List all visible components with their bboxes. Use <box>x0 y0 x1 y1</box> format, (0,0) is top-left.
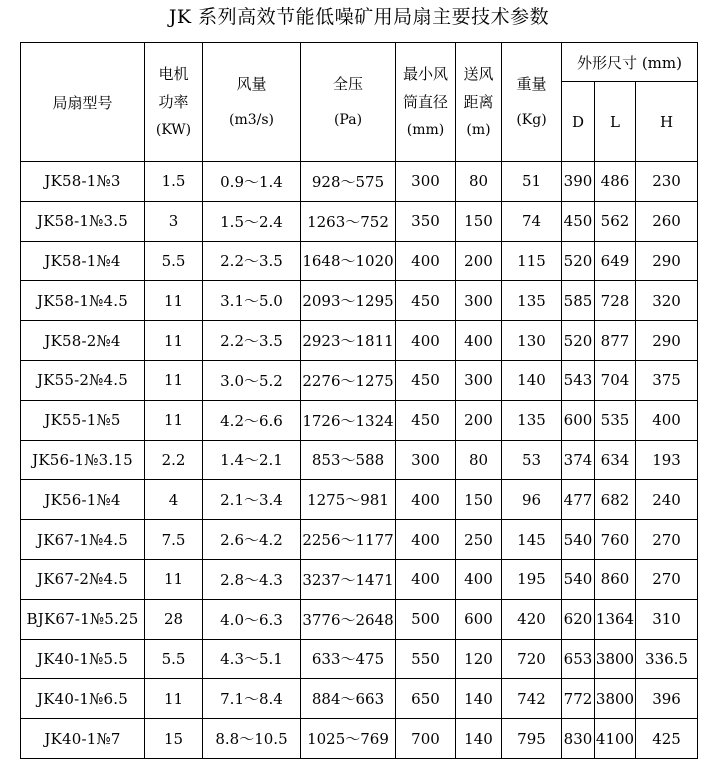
header-dim-l: L <box>595 82 636 162</box>
cell-d: 520 <box>562 321 595 361</box>
cell-model: JK55-1№5 <box>21 400 145 440</box>
cell-distance: 400 <box>456 321 502 361</box>
cell-airflow: 3.1～5.0 <box>203 281 301 321</box>
table-row <box>21 400 698 440</box>
cell-d: 830 <box>562 719 595 759</box>
cell-d: 543 <box>562 360 595 400</box>
table-row <box>21 480 698 520</box>
cell-distance: 140 <box>456 719 502 759</box>
cell-pressure: 853～588 <box>301 440 396 480</box>
cell-pressure: 1263～752 <box>301 201 396 241</box>
cell-l: 486 <box>595 162 636 202</box>
cell-l: 535 <box>595 400 636 440</box>
cell-model: JK55-2№4.5 <box>21 360 145 400</box>
cell-airflow: 2.6～4.2 <box>203 520 301 560</box>
cell-airflow: 1.5～2.4 <box>203 201 301 241</box>
cell-d: 540 <box>562 559 595 599</box>
cell-d: 390 <box>562 162 595 202</box>
cell-power: 5.5 <box>145 241 203 281</box>
cell-h: 270 <box>636 520 698 560</box>
cell-d: 520 <box>562 241 595 281</box>
cell-duct: 400 <box>396 241 456 281</box>
cell-l: 649 <box>595 241 636 281</box>
cell-airflow: 2.1～3.4 <box>203 480 301 520</box>
header-distance: 送风 距离 (m) <box>456 43 502 162</box>
cell-h: 290 <box>636 321 698 361</box>
cell-power: 11 <box>145 360 203 400</box>
cell-duct: 650 <box>396 679 456 719</box>
cell-l: 704 <box>595 360 636 400</box>
table-row <box>21 201 698 241</box>
table-row <box>21 360 698 400</box>
cell-power: 11 <box>145 281 203 321</box>
cell-duct: 400 <box>396 559 456 599</box>
cell-model: JK58-2№4 <box>21 321 145 361</box>
cell-distance: 300 <box>456 281 502 321</box>
cell-distance: 80 <box>456 162 502 202</box>
cell-h: 240 <box>636 480 698 520</box>
cell-d: 374 <box>562 440 595 480</box>
cell-power: 2.2 <box>145 440 203 480</box>
page-title: JK 系列高效节能低噪矿用局扇主要技术参数 <box>168 6 550 28</box>
cell-duct: 400 <box>396 321 456 361</box>
cell-pressure: 1275～981 <box>301 480 396 520</box>
cell-airflow: 0.9～1.4 <box>203 162 301 202</box>
cell-power: 11 <box>145 400 203 440</box>
cell-distance: 150 <box>456 480 502 520</box>
cell-h: 336.5 <box>636 639 698 679</box>
cell-weight: 74 <box>502 201 562 241</box>
cell-model: JK40-1№7 <box>21 719 145 759</box>
cell-model: JK67-1№4.5 <box>21 520 145 560</box>
header-duct: 最小风 筒直径 (mm) <box>396 43 456 162</box>
cell-model: JK58-1№4.5 <box>21 281 145 321</box>
cell-duct: 500 <box>396 599 456 639</box>
cell-airflow: 2.8～4.3 <box>203 559 301 599</box>
cell-weight: 130 <box>502 321 562 361</box>
table-row <box>21 719 698 759</box>
cell-h: 400 <box>636 400 698 440</box>
cell-model: JK58-1№4 <box>21 241 145 281</box>
cell-l: 728 <box>595 281 636 321</box>
cell-d: 600 <box>562 400 595 440</box>
cell-weight: 115 <box>502 241 562 281</box>
cell-model: JK40-1№6.5 <box>21 679 145 719</box>
cell-power: 5.5 <box>145 639 203 679</box>
cell-duct: 450 <box>396 400 456 440</box>
cell-airflow: 4.2～6.6 <box>203 400 301 440</box>
cell-airflow: 2.2～3.5 <box>203 241 301 281</box>
cell-weight: 195 <box>502 559 562 599</box>
header-weight: 重量 (Kg) <box>502 43 562 162</box>
cell-duct: 350 <box>396 201 456 241</box>
cell-pressure: 2923～1811 <box>301 321 396 361</box>
cell-l: 562 <box>595 201 636 241</box>
cell-l: 3800 <box>595 639 636 679</box>
spec-table <box>20 42 698 759</box>
cell-power: 4 <box>145 480 203 520</box>
table-header <box>21 43 698 162</box>
cell-power: 11 <box>145 321 203 361</box>
cell-weight: 135 <box>502 281 562 321</box>
cell-d: 450 <box>562 201 595 241</box>
cell-h: 193 <box>636 440 698 480</box>
cell-weight: 140 <box>502 360 562 400</box>
cell-h: 270 <box>636 559 698 599</box>
cell-power: 28 <box>145 599 203 639</box>
cell-d: 653 <box>562 639 595 679</box>
table-row <box>21 162 698 202</box>
cell-distance: 120 <box>456 639 502 679</box>
cell-weight: 51 <box>502 162 562 202</box>
cell-d: 772 <box>562 679 595 719</box>
cell-d: 540 <box>562 520 595 560</box>
header-model: 局扇型号 <box>21 43 145 162</box>
cell-power: 15 <box>145 719 203 759</box>
cell-pressure: 1648～1020 <box>301 241 396 281</box>
cell-weight: 145 <box>502 520 562 560</box>
cell-distance: 200 <box>456 400 502 440</box>
table-row <box>21 639 698 679</box>
cell-distance: 400 <box>456 559 502 599</box>
cell-pressure: 1726～1324 <box>301 400 396 440</box>
cell-l: 3800 <box>595 679 636 719</box>
cell-pressure: 2093～1295 <box>301 281 396 321</box>
cell-model: JK58-1№3.5 <box>21 201 145 241</box>
cell-distance: 150 <box>456 201 502 241</box>
cell-weight: 720 <box>502 639 562 679</box>
cell-h: 290 <box>636 241 698 281</box>
cell-pressure: 2276～1275 <box>301 360 396 400</box>
cell-airflow: 3.0～5.2 <box>203 360 301 400</box>
cell-h: 260 <box>636 201 698 241</box>
cell-weight: 420 <box>502 599 562 639</box>
cell-l: 760 <box>595 520 636 560</box>
table-row <box>21 559 698 599</box>
cell-h: 320 <box>636 281 698 321</box>
cell-weight: 96 <box>502 480 562 520</box>
cell-pressure: 3237～1471 <box>301 559 396 599</box>
cell-duct: 300 <box>396 440 456 480</box>
cell-duct: 400 <box>396 520 456 560</box>
cell-pressure: 3776～2648 <box>301 599 396 639</box>
cell-h: 310 <box>636 599 698 639</box>
cell-weight: 742 <box>502 679 562 719</box>
cell-d: 477 <box>562 480 595 520</box>
cell-l: 1364 <box>595 599 636 639</box>
cell-duct: 450 <box>396 281 456 321</box>
table-row <box>21 520 698 560</box>
table-body <box>21 162 698 759</box>
cell-duct: 450 <box>396 360 456 400</box>
cell-model: JK56-1№3.15 <box>21 440 145 480</box>
header-power: 电机 功率 (KW) <box>145 43 203 162</box>
cell-model: JK67-2№4.5 <box>21 559 145 599</box>
cell-airflow: 4.0～6.3 <box>203 599 301 639</box>
cell-h: 396 <box>636 679 698 719</box>
cell-duct: 700 <box>396 719 456 759</box>
cell-l: 877 <box>595 321 636 361</box>
cell-airflow: 1.4～2.1 <box>203 440 301 480</box>
cell-pressure: 633～475 <box>301 639 396 679</box>
header-dimensions: 外形尺寸 (mm) <box>562 43 698 82</box>
cell-power: 11 <box>145 559 203 599</box>
cell-pressure: 1025～769 <box>301 719 396 759</box>
cell-h: 425 <box>636 719 698 759</box>
cell-model: JK58-1№3 <box>21 162 145 202</box>
cell-model: BJK67-1№5.25 <box>21 599 145 639</box>
cell-duct: 300 <box>396 162 456 202</box>
cell-duct: 550 <box>396 639 456 679</box>
cell-pressure: 2256～1177 <box>301 520 396 560</box>
cell-l: 682 <box>595 480 636 520</box>
cell-weight: 135 <box>502 400 562 440</box>
header-pressure: 全压 (Pa) <box>301 43 396 162</box>
table-row <box>21 679 698 719</box>
cell-distance: 200 <box>456 241 502 281</box>
cell-distance: 80 <box>456 440 502 480</box>
cell-model: JK40-1№5.5 <box>21 639 145 679</box>
table-row <box>21 321 698 361</box>
cell-airflow: 4.3～5.1 <box>203 639 301 679</box>
cell-duct: 400 <box>396 480 456 520</box>
cell-l: 860 <box>595 559 636 599</box>
cell-pressure: 884～663 <box>301 679 396 719</box>
cell-power: 7.5 <box>145 520 203 560</box>
cell-h: 230 <box>636 162 698 202</box>
cell-distance: 300 <box>456 360 502 400</box>
cell-l: 4100 <box>595 719 636 759</box>
cell-distance: 600 <box>456 599 502 639</box>
cell-airflow: 7.1～8.4 <box>203 679 301 719</box>
cell-airflow: 8.8～10.5 <box>203 719 301 759</box>
header-dim-d: D <box>562 82 595 162</box>
cell-weight: 53 <box>502 440 562 480</box>
header-airflow: 风量 (m3/s) <box>203 43 301 162</box>
cell-weight: 795 <box>502 719 562 759</box>
header-dim-h: H <box>636 82 698 162</box>
table-row <box>21 241 698 281</box>
cell-power: 3 <box>145 201 203 241</box>
cell-pressure: 928～575 <box>301 162 396 202</box>
cell-power: 1.5 <box>145 162 203 202</box>
cell-power: 11 <box>145 679 203 719</box>
cell-d: 585 <box>562 281 595 321</box>
cell-distance: 250 <box>456 520 502 560</box>
cell-airflow: 2.2～3.5 <box>203 321 301 361</box>
cell-h: 375 <box>636 360 698 400</box>
cell-distance: 140 <box>456 679 502 719</box>
cell-d: 620 <box>562 599 595 639</box>
table-row <box>21 599 698 639</box>
cell-l: 634 <box>595 440 636 480</box>
cell-model: JK56-1№4 <box>21 480 145 520</box>
table-row <box>21 440 698 480</box>
table-row <box>21 281 698 321</box>
